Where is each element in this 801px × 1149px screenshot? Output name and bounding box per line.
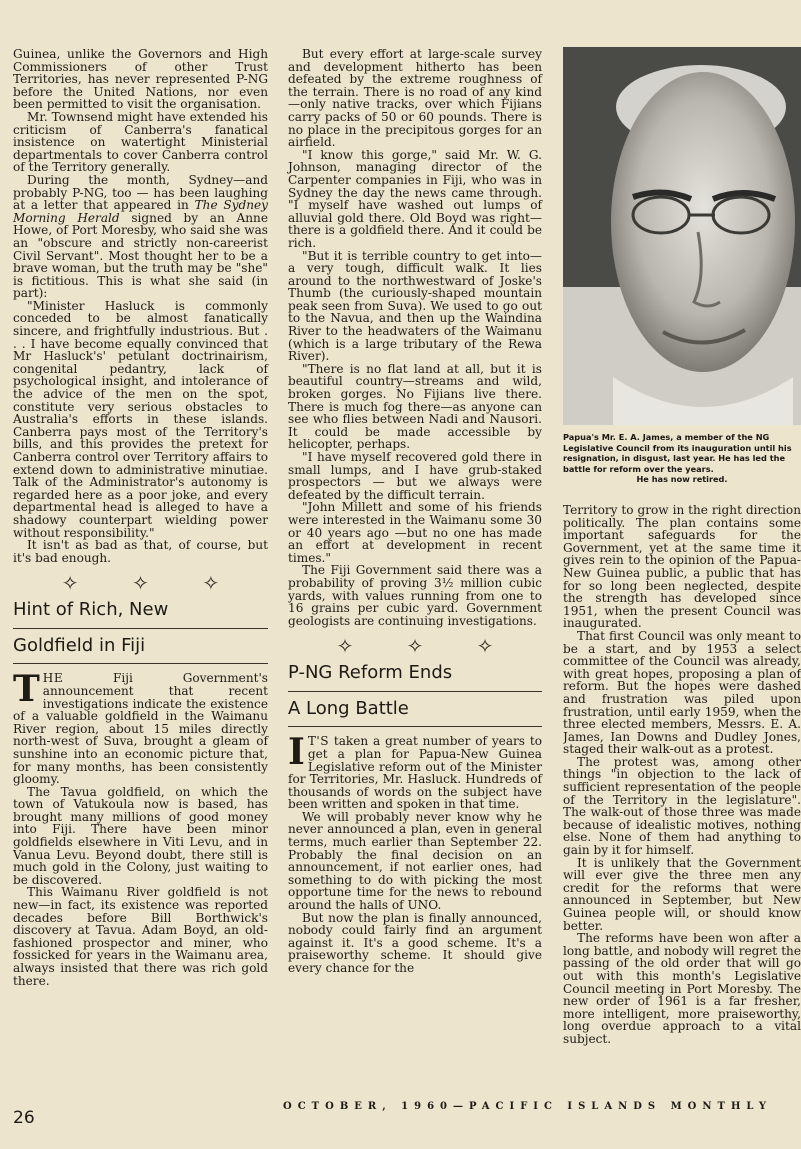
paragraph: The protest was, among other things "in objection to the lack of sufficient representation of the people of the Territory in the legislature". The walk-out of those three was made because of idealistic motives, nothing else. None of them had anything to gain by it for himself. [563,754,801,858]
page-number: 26 [13,1108,35,1128]
headline-line-2: Goldfield in Fiji [13,635,268,664]
paragraph: We will probably never know why he never announced a plan, even in general terms, much earlier than September 22. Probably the final decision on an announcement, if not earlier ones, had something to do with picking the most opportune time for the news to rebound around the halls of UNO. [288,809,542,913]
star-ornament-icon: ✧ [132,571,149,596]
paragraph: The reforms have been won after a long battle, and nobody will regret the passing of the old order that will go out with this month's Legislative Council meeting in Port Moresby. The new order of 1961 is a far fresher, more intelligent, more praiseworthy, long overdue approach to a vital subject. [563,931,801,1046]
publication-name: The Sydney Morning Herald [13,198,268,225]
headline-line-2: A Long Battle [288,698,542,727]
paragraph: "There is no flat land at all, but it is beautiful country—streams and wild, broken gorges. No Fijians live there. There is much fog there—as anyone can see who flies between Nadi and Nausori. It could be made accessible by helicopter, perhaps. [288,361,542,452]
ornament-divider [310,634,520,659]
ornament-divider [35,571,246,596]
star-ornament-icon: ✧ [336,634,354,659]
drop-cap: I [288,731,305,774]
quoted-letter: "Minister Hasluck is commonly conceded to be almost fanatically sincere, and frightfully industrious. But . . . I have become equally convinced that Mr Hasluck's' petulant doctrinairism, congenital pedantry, lack of psychological insight, and intolerance of the advice of the men on the spot, constitute very serious obstacles to Australia's efforts in these islands. Canberra pays most of the Territory's bills, and this provides the pretext for Canberra control over Territory affairs to extend down to administrative minutiae. Talk of the Administrator's autonomy is regarded here as a poor joke, and every departmental head is alleged to have a shadowy counterpart wielding power without responsibility." [13,298,268,540]
paragraph: Territory to grow in the right direction politically. The plan contains some important safeguards for the Government, yet at the same time it gives rein to the opinion of the Papua-New Guinea public, a public that has for so long been neglected, despite the strength has developed since 1951, when the present Council was inaugurated. [563,504,801,631]
paragraph: That first Council was only meant to be a start, and by 1953 a select committee of the Council was already, with great hopes, proposing a plan of reform. But the hopes were dashed and frustration was piled upon frustration, until early 1959, when the three elected members, Messrs. E. A. James, Ian Downs and Dudley Jones, staged their walk-out as a protest. [563,628,801,757]
paragraph: "John Millett and some of his friends were interested in the Waimanu some 30 or 40 years ago —but no one has made an effort at development in recent times." [288,500,542,565]
paragraph: "I know this gorge," said Mr. W. G. Johnson, managing director of the Carpenter companies in Fiji, who was in Sydney the day the news came through. "I myself have washed out lumps of alluvial gold there. Old Boyd was right—there is a goldfield there. And it could be rich. [288,147,542,250]
star-ornament-icon: ✧ [406,634,424,659]
photo-caption [563,432,801,485]
paragraph: During the month, Sydney—and probably P-NG, too — has been laughing at a letter that appeared in The Sydney Morning Herald signed by an Anne Howe, of Port Moresby, who said she was an "obscure and strictly non-careerist Civil Servant". Most thought her to be a brave woman, but the truth may be "she" is fictitious. This is what she said (in part): [13,172,268,301]
column-1 [13,48,268,987]
star-ornament-icon: ✧ [61,571,79,596]
star-ornament-icon: ✧ [476,634,494,659]
paragraph: It is unlikely that the Government will ever give the three men any credit for the reforms that were announced in September, but New Guinea people will, or should know better. [563,855,801,933]
caption-last-line: He has now retired. [636,474,728,485]
paragraph: This Waimanu River goldfield is not new—in fact, its existence was reported decades before Bill Borthwick's discovery at Tavua. Adam Boyd, an old-fashioned prospector and miner, who fossicked for years in the Waimanu area, always insisted that there was rich gold there. [13,885,268,988]
paragraph: But every effort at large-scale survey and development hitherto has been defeated by the extreme roughness of the terrain. There is no road of any kind—only native tracks, over which Fijians carry packs of 50 or 60 pounds. There is no place in the precipitous gorges for an airfield. [288,47,542,150]
star-ornament-icon: ✧ [202,571,220,596]
lead-paragraph: THE Fiji Government's announcement that recent investigations indicate the existence of a valuable goldfield in the Waimanu River region, about 15 miles directly north-west of Suva, brought a gleam of sunshine into an economic picture that, for many months, has been consistently gloomy. [13,668,268,787]
lead-paragraph: I T'S taken a great number of years to get a plan for Papua-New Guinea Legislative reform out of the Minister for Territories, Mr. Hasluck. Hundreds of thousands of words on the subject have been written and spoken in that time. [288,731,542,812]
headline-line-1: P-NG Reform Ends [288,662,542,692]
paragraph: "But it is terrible country to get into—a very tough, difficult walk. It lies around to the northwestward of Joske's Thumb (the curiously-shaped mountain peak seen from Suva). We used to go out to the Navua, and then up the Waindina River to the headwaters of the Waimanu (which is a large tributary of the Rewa River). [288,248,542,364]
caption-text: Papua's Mr. E. A. James, a member of the NG Legislative Council from its inauguration until his resignation, in disgust, last year. He has led the battle for reform over the years. [563,432,792,474]
column-3 [563,504,801,1046]
paragraph: It isn't as bad as that, of course, but it's bad enough. [13,538,268,565]
paragraph: The Fiji Government said there was a probability of proving 3½ million cubic yards, with values running from one to 16 grains per cubic yard. Government geologists are continuing investigations. [288,563,542,628]
paragraph: Guinea, unlike the Governors and High Commissioners of other Trust Territories, has never represented P-NG before the United Nations, nor even been permitted to visit the organisation. [13,47,268,112]
paragraph: Mr. Townsend might have extended his criticism of Canberra's fanatical insistence on watertight Ministerial departmentals to cover Canberra control of the Territory generally. [13,109,268,175]
portrait-photo [563,47,801,425]
paragraph: "I have myself recovered gold there in small lumps, and I have grub-staked prospectors — but we always were defeated by the difficult terrain. [288,450,542,502]
drop-cap: T [13,668,40,711]
running-footer: OCTOBER, 1960—PACIFIC ISLANDS MONTHLY [283,1101,772,1112]
paragraph: The Tavua goldfield, on which the town of Vatukoula now is based, has brought many millions of good money into Fiji. There have been minor goldfields elsewhere in Viti Levu, and in Vanua Levu. Beyond doubt, there still is much gold in the Colony, just waiting to be discovered. [13,784,268,887]
portrait-illustration [563,47,801,425]
column-2 [288,48,542,975]
headline-line-1: Hint of Rich, New [13,599,268,629]
paragraph: But now the plan is finally announced, nobody could fairly find an argument against it. It's a good scheme. It's a praiseworthy scheme. It should give every chance for the [288,910,542,975]
